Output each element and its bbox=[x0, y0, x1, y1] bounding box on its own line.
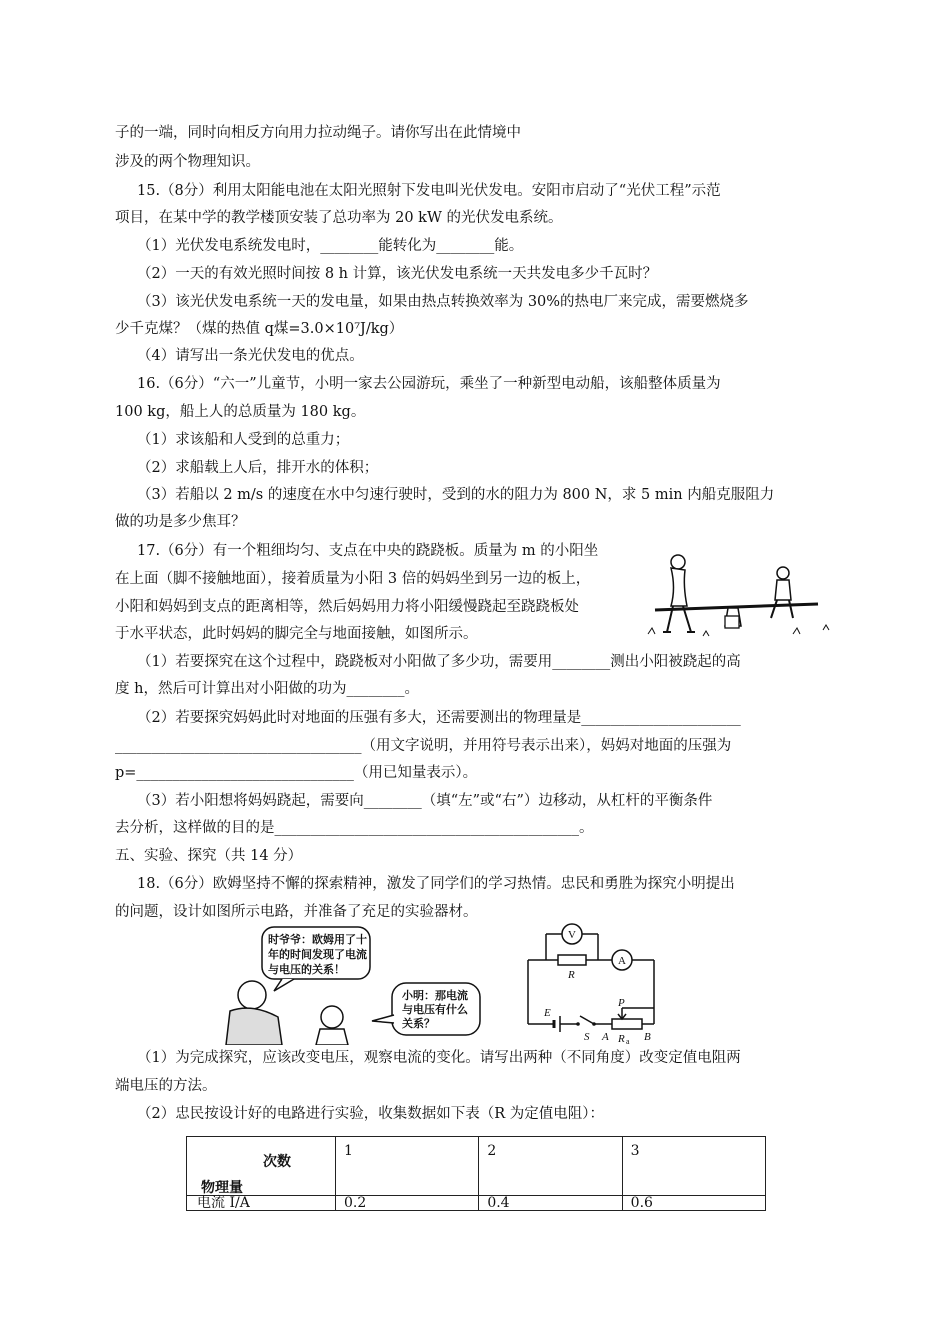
seesaw-figure bbox=[643, 548, 838, 638]
circuit-diagram bbox=[518, 920, 668, 1044]
question-17-part-1: （1）若要探究在这个过程中，跷跷板对小阳做了多少功，需要用________测出小阳被跷起的高 bbox=[137, 654, 741, 670]
question-15-part-1: （1）光伏发电系统发电时，________能转化为________能。 bbox=[137, 238, 524, 254]
question-17-part-2-formula: p=______________________________（用已知量表示）。 bbox=[115, 765, 478, 781]
svg-text:A: A bbox=[602, 1031, 609, 1043]
svg-text:E: E bbox=[544, 1007, 551, 1019]
question-17-line-3: 小阳和妈妈到支点的距离相等，然后妈妈用力将小阳缓慢跷起至跷跷板处 bbox=[115, 599, 579, 615]
question-17-part-3: （3）若小阳想将妈妈跷起，需要向________（填“左”或“右”）边移动，从杠杆的平衡条件 bbox=[137, 793, 713, 809]
table-row-label: 电流 I/A bbox=[187, 1196, 336, 1211]
question-16-part-2: （2）求船载上人后，排开水的体积； bbox=[137, 460, 379, 476]
question-16: 16.（6分）“六一”儿童节，小明一家去公园游玩，乘坐了一种新型电动船，该船整体质量为 bbox=[137, 376, 721, 392]
svg-text:R: R bbox=[568, 969, 575, 981]
svg-text:V: V bbox=[568, 929, 576, 941]
question-17-line-2: 在上面（脚不接触地面），接着质量为小阳 3 倍的妈妈坐到另一边的板上， bbox=[115, 571, 591, 587]
svg-text:S: S bbox=[584, 1031, 590, 1043]
svg-text:B: B bbox=[644, 1031, 651, 1043]
section-5-heading: 五、实验、探究（共 14 分） bbox=[115, 848, 303, 864]
question-18-part-2: （2）忠民按设计好的电路进行实验，收集数据如下表（R 为定值电阻）： bbox=[137, 1106, 604, 1122]
table-header-quantity: 物理量 bbox=[201, 1180, 243, 1196]
svg-text:a: a bbox=[626, 1037, 630, 1044]
question-15-part-3: （3）该光伏发电系统一天的发电量，如果由热点转换效率为 30%的热电厂来完成，需要燃烧多 bbox=[137, 294, 749, 310]
question-18-part-1-cont: 端电压的方法。 bbox=[115, 1078, 217, 1094]
table-header-trials: 次数 bbox=[263, 1154, 291, 1170]
data-table bbox=[186, 1136, 766, 1211]
question-17-part-3-cont: 去分析，这样做的目的是__________________________________________。 bbox=[115, 820, 594, 836]
table-cell: 0.2 bbox=[336, 1196, 479, 1211]
text-line-1: 子的一端，同时向相反方向用力拉动绳子。请你写出在此情境中 bbox=[115, 125, 521, 141]
table-trial-1: 1 bbox=[336, 1137, 479, 1196]
svg-text:P: P bbox=[618, 997, 625, 1009]
table-header-diagonal bbox=[187, 1137, 336, 1196]
svg-text:R: R bbox=[618, 1033, 625, 1044]
question-17-part-2-cont: __________________________________（用文字说明，并用符号表示出来），妈妈对地面的压强为 bbox=[115, 738, 732, 754]
question-15-part-4: （4）请写出一条光伏发电的优点。 bbox=[137, 348, 364, 364]
table-cell: 0.6 bbox=[622, 1196, 765, 1211]
question-17-line-4: 于水平状态，此时妈妈的脚完全与地面接触，如图所示。 bbox=[115, 626, 478, 642]
table-trial-2: 2 bbox=[479, 1137, 622, 1196]
question-15: 15.（8分）利用太阳能电池在太阳光照射下发电叫光伏发电。安阳市启动了“光伏工程”示范 bbox=[137, 183, 721, 199]
question-17: 17.（6分）有一个粗细均匀、支点在中央的跷跷板。质量为 m 的小阳坐 bbox=[137, 543, 599, 559]
question-18-part-1: （1）为完成探究，应该改变电压，观察电流的变化。请写出两种（不同角度）改变定值电阻两 bbox=[137, 1050, 741, 1066]
cartoon-bubble-2: 小明：那电流 与电压有什么 关系？ bbox=[402, 989, 468, 1030]
question-17-part-1-cont: 度 h，然后可计算出对小阳做的功为________。 bbox=[115, 681, 419, 697]
table-cell: 0.4 bbox=[479, 1196, 622, 1211]
question-18-cont: 的问题，设计如图所示电路，并准备了充足的实验器材。 bbox=[115, 904, 478, 920]
question-16-part-1: （1）求该船和人受到的总重力； bbox=[137, 432, 350, 448]
question-15-part-3-cont: 少千克煤？（煤的热值 q煤=3.0×10⁷J/kg） bbox=[115, 321, 404, 337]
question-15-cont: 项目，在某中学的教学楼顶安装了总功率为 20 kW 的光伏发电系统。 bbox=[115, 210, 563, 226]
question-15-part-2: （2）一天的有效光照时间按 8 h 计算，该光伏发电系统一天共发电多少千瓦时？ bbox=[137, 266, 658, 282]
question-16-cont: 100 kg，船上人的总质量为 180 kg。 bbox=[115, 404, 366, 420]
text-line-2: 涉及的两个物理知识。 bbox=[115, 154, 260, 170]
ohm-cartoon bbox=[222, 925, 502, 1045]
table-trial-3: 3 bbox=[622, 1137, 765, 1196]
svg-text:A: A bbox=[618, 955, 626, 967]
question-16-part-3: （3）若船以 2 m/s 的速度在水中匀速行驶时，受到的水的阻力为 800 N，求 5 min 内船克服阻力 bbox=[137, 487, 775, 503]
cartoon-bubble-1: 时爷爷：欧姆用了十 年的时间发现了电流 与电压的关系！ bbox=[268, 933, 367, 976]
question-18: 18.（6分）欧姆坚持不懈的探索精神，激发了同学们的学习热情。忠民和勇胜为探究小明提出 bbox=[137, 876, 735, 892]
question-16-part-3-cont: 做的功是多少焦耳？ bbox=[115, 514, 246, 530]
question-17-part-2: （2）若要探究妈妈此时对地面的压强有多大，还需要测出的物理量是______________________ bbox=[137, 710, 741, 726]
